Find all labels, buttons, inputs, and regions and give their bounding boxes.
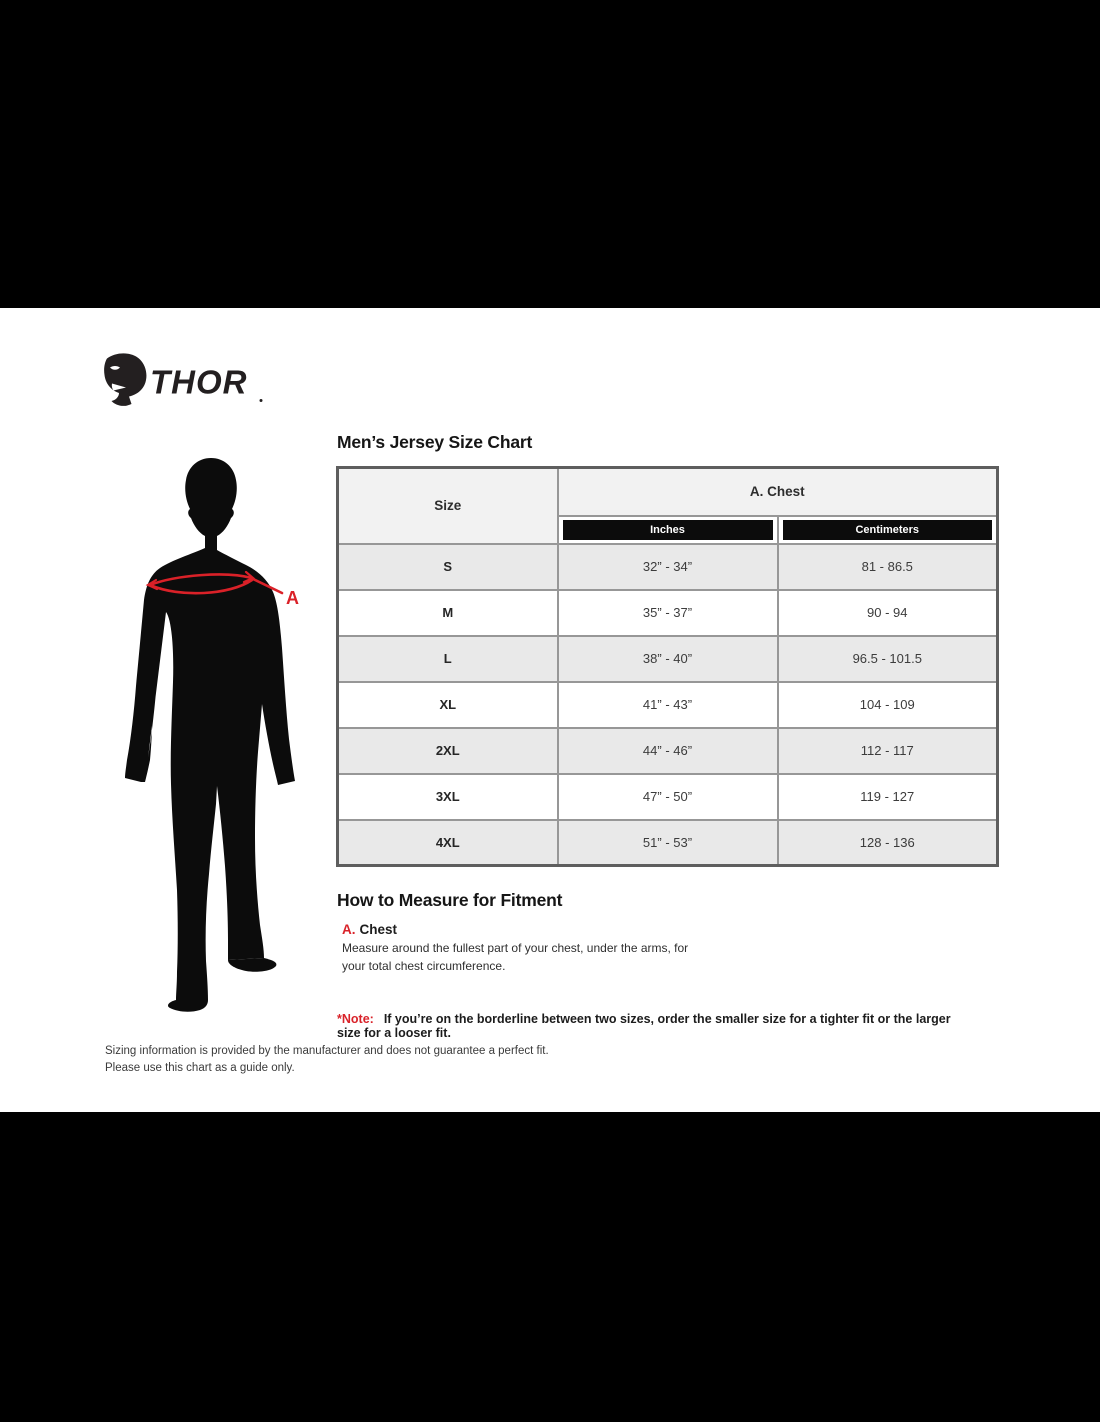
table-row (338, 590, 998, 636)
cell-centimeters: 112 - 117 (778, 728, 998, 774)
note-label: *Note: (337, 1012, 374, 1026)
cell-centimeters: 90 - 94 (778, 590, 998, 636)
disclaimer (105, 1043, 549, 1076)
note-text: If you’re on the borderline between two sizes, order the smaller size for a tighter fit or the larger size for a looser fit. (337, 1012, 951, 1040)
thor-wordmark (150, 364, 263, 403)
cell-size: M (338, 590, 558, 636)
cell-size: L (338, 636, 558, 682)
cell-centimeters: 119 - 127 (778, 774, 998, 820)
cell-inches: 32” - 34” (558, 544, 778, 590)
cell-inches: 41” - 43” (558, 682, 778, 728)
measure-item-description: Measure around the fullest part of your chest, under the arms, for your total chest circumference. (342, 941, 689, 973)
unit-bar-inches: Inches (563, 520, 773, 540)
disclaimer-line-2: Please use this chart as a guide only. (105, 1061, 295, 1074)
cell-size: S (338, 544, 558, 590)
cell-inches: 38” - 40” (558, 636, 778, 682)
svg-text:THOR: THOR (150, 363, 248, 401)
cell-inches: 44” - 46” (558, 728, 778, 774)
table-row (338, 544, 998, 590)
size-note (337, 1012, 957, 1040)
cell-centimeters: 104 - 109 (778, 682, 998, 728)
cell-centimeters: 128 - 136 (778, 820, 998, 866)
cell-inches: 47” - 50” (558, 774, 778, 820)
table-row (338, 636, 998, 682)
cell-centimeters: 96.5 - 101.5 (778, 636, 998, 682)
body-silhouette-figure (110, 452, 320, 1018)
table-row (338, 728, 998, 774)
top-letterbox (0, 0, 1100, 308)
cell-centimeters: 81 - 86.5 (778, 544, 998, 590)
table-row (338, 774, 998, 820)
cell-inches: 51” - 53” (558, 820, 778, 866)
page-title: Men’s Jersey Size Chart (337, 432, 533, 452)
chest-measure-label: A (286, 588, 299, 608)
section-heading-measure: How to Measure for Fitment (337, 890, 563, 910)
male-silhouette-left-foot (168, 1000, 208, 1012)
male-silhouette (125, 458, 295, 1000)
thor-goat-icon (104, 353, 146, 406)
table-row (338, 820, 998, 866)
measure-item-key: A. (342, 922, 356, 937)
cell-size: XL (338, 682, 558, 728)
unit-bar-centimeters: Centimeters (783, 520, 993, 540)
measure-item-chest (342, 922, 692, 975)
bottom-letterbox (0, 1112, 1100, 1422)
unit-header-centimeters (778, 516, 998, 544)
size-table (336, 466, 999, 867)
cell-size: 3XL (338, 774, 558, 820)
table-row (338, 682, 998, 728)
cell-size: 2XL (338, 728, 558, 774)
unit-header-inches (558, 516, 778, 544)
size-chart-panel (0, 308, 1100, 1112)
column-header-chest: A. Chest (558, 468, 998, 516)
measure-item-name: Chest (359, 922, 398, 937)
male-silhouette-right-foot (228, 958, 276, 972)
column-header-size: Size (338, 468, 558, 544)
disclaimer-line-1: Sizing information is provided by the manufacturer and does not guarantee a perfect fit. (105, 1045, 549, 1057)
cell-inches: 35” - 37” (558, 590, 778, 636)
cell-size: 4XL (338, 820, 558, 866)
thor-logo (100, 352, 265, 408)
